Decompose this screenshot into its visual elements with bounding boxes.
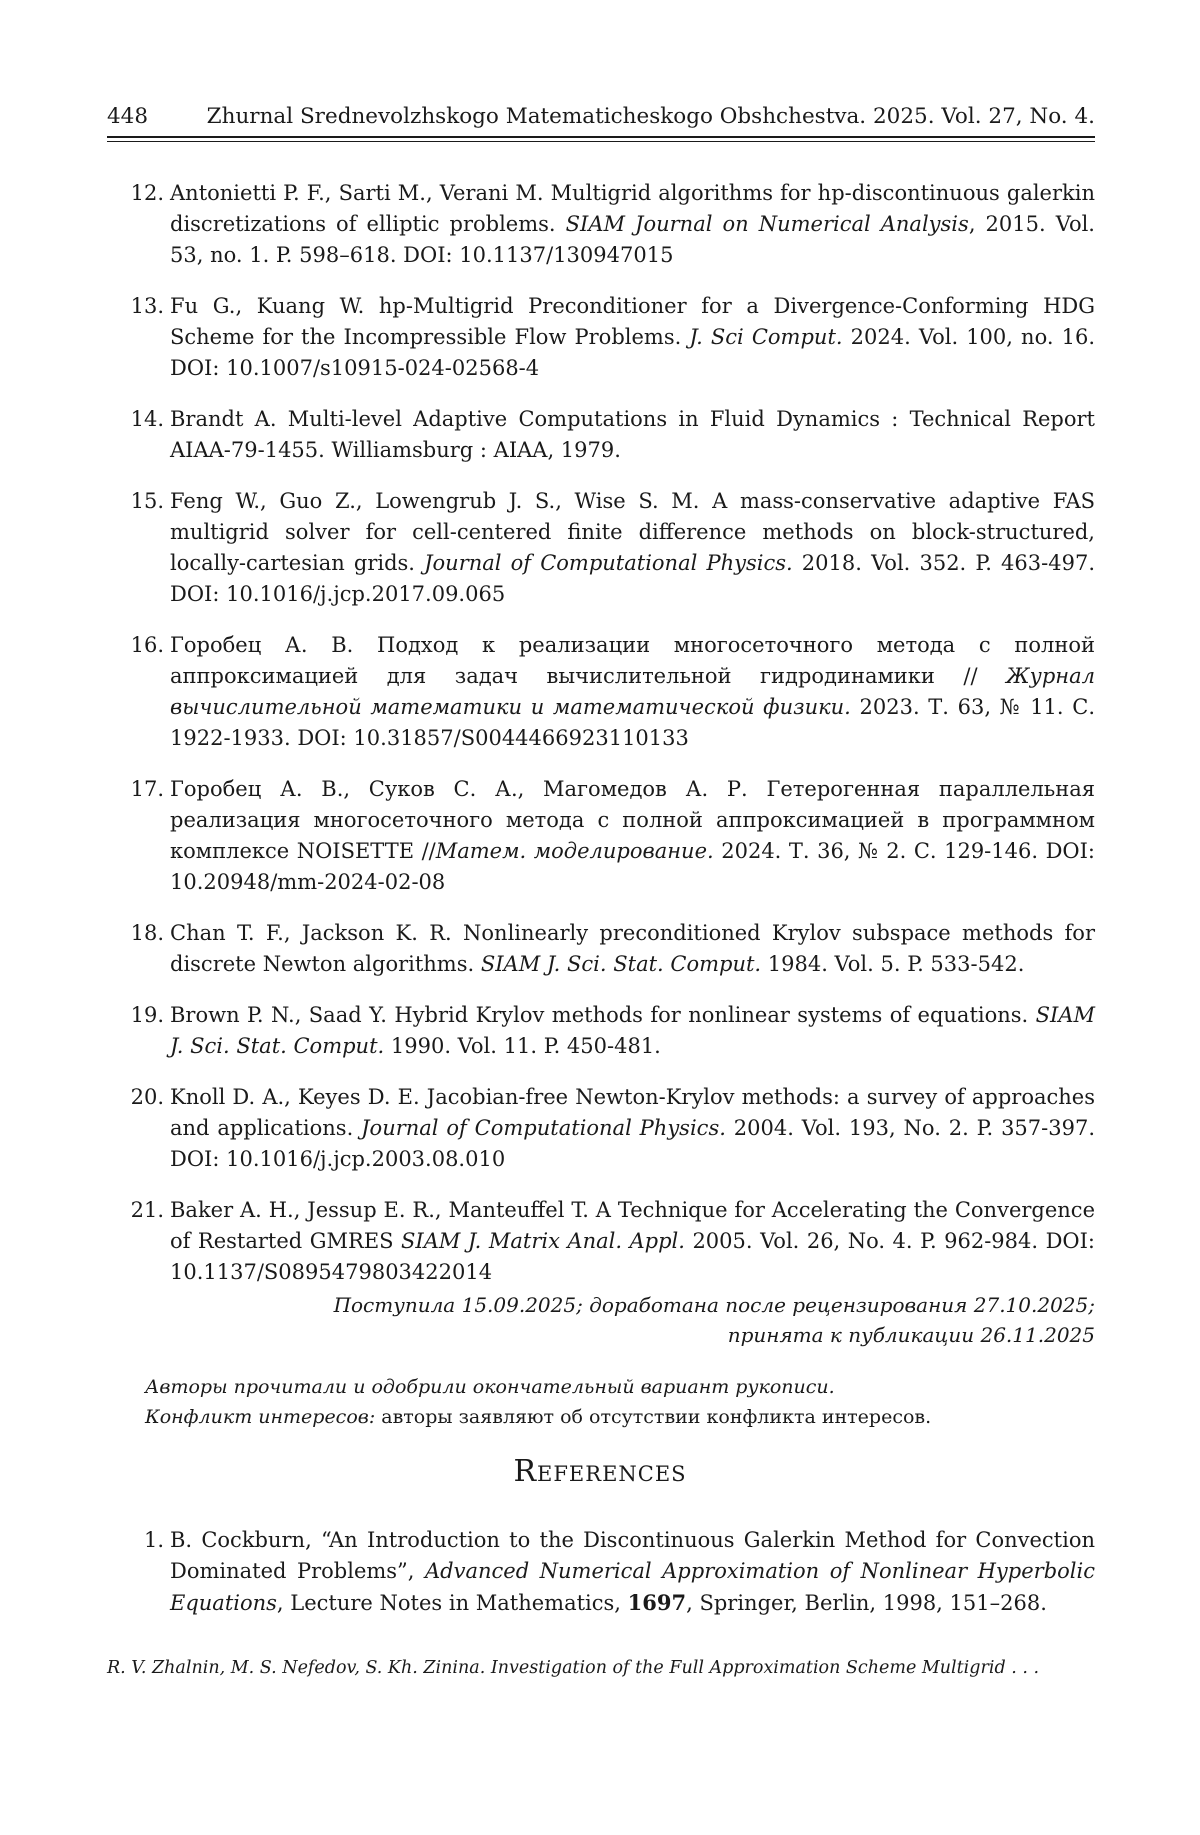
reference-text: 2005. Vol. 26, No. 4. P. 962-984. DOI: 10.1137/S0895479803422014 [170, 1229, 1095, 1284]
reference-item [110, 1000, 1095, 1062]
reference-text: , Springer, Berlin, 1998, 151–268. [686, 1591, 1047, 1615]
reference-text: Горобец А. В. Подход к реализации многосеточного метода с полной аппроксимацией для задач вычислительной гидродинамики // [170, 633, 1095, 688]
reference-item [110, 1082, 1095, 1175]
reference-text: 2024. Т. 36, № 2. С. 129-146. DOI: 10.20948/mm-2024-02-08 [170, 839, 1095, 894]
reference-text: Горобец А. В., Суков С. А., Магомедов А. Р. Гетерогенная параллельная реализация многосеточного метода с полной аппроксимацией в программном комплексе NOISETTE // [170, 777, 1095, 863]
reference-number: 1. [143, 1528, 164, 1552]
page-number: 448 [107, 104, 149, 129]
reference-item [110, 178, 1095, 271]
reference-text: Baker A. H., Jessup E. R., Manteuffel T. A Technique for Accelerating the Convergence of Restarted GMRES [170, 1198, 1095, 1253]
reference-source: SIAM Journal on Numerical Analysis [565, 212, 969, 236]
reference-text: Knoll D. A., Keyes D. E. Jacobian-free Newton-Krylov methods: a survey of approaches and applications. [170, 1085, 1095, 1140]
references-heading: References [513, 1454, 687, 1489]
header-rule-thin [107, 141, 1095, 142]
reference-number: 16. [130, 633, 164, 657]
reference-number: 21. [130, 1198, 164, 1222]
received-line-1: Поступила 15.09.2025; доработана после рецензирования 27.10.2025; [333, 1293, 1095, 1317]
reference-source: J. Sci Comput. [689, 325, 843, 349]
reference-item [110, 1195, 1095, 1288]
reference-text: Chan T. F., Jackson K. R. Nonlinearly preconditioned Krylov subspace methods for discrete Newton algorithms. [170, 921, 1095, 976]
reference-text: Fu G., Kuang W. hp-Multigrid Preconditioner for a Divergence-Conforming HDG Scheme for the Incompressible Flow Problems. [170, 294, 1095, 349]
reference-text: Feng W., Guo Z., Lowengrub J. S., Wise S. M. A mass-conservative adaptive FAS multigrid solver for cell-centered finite difference methods on block-structured, locally-cartesian grids. [170, 489, 1095, 575]
reference-text: 2023. Т. 63, № 11. С. 1922-1933. DOI: 10.31857/S0044466923110133 [170, 695, 1095, 750]
reference-number: 17. [130, 777, 164, 801]
reference-source: Journal of Computational Physics. [424, 551, 793, 575]
reference-text: 2018. Vol. 352. P. 463-497. DOI: 10.1016/j.jcp.2017.09.065 [170, 551, 1095, 606]
author-statements [145, 1372, 1095, 1432]
reference-source: Матем. моделирование. [435, 839, 714, 863]
running-footer: R. V. Zhalnin, M. S. Nefedov, S. Kh. Zinina. Investigation of the Full Approximation Scheme Multigrid . . . [107, 1658, 1040, 1678]
reference-item [110, 404, 1095, 466]
reference-text: Antonietti P. F., Sarti M., Verani M. Multigrid algorithms for hp-discontinuous galerkin discretizations of elliptic problems. [170, 181, 1095, 236]
reference-text: 1990. Vol. 11. P. 450-481. [384, 1034, 661, 1058]
reference-source: Journal of Computational Physics. [361, 1116, 726, 1140]
approval-statement: Авторы прочитали и одобрили окончательный вариант рукописи. [145, 1376, 835, 1398]
received-dates [150, 1290, 1095, 1350]
reference-text: , 2015. Vol. 53, no. 1. P. 598–618. DOI: 10.1137/130947015 [170, 212, 1095, 267]
reference-item [110, 1525, 1095, 1619]
reference-text: 2004. Vol. 193, No. 2. P. 357-397. DOI: 10.1016/j.jcp.2003.08.010 [170, 1116, 1096, 1171]
reference-number: 12. [130, 181, 164, 205]
reference-number: 20. [130, 1085, 164, 1109]
reference-text: Brandt A. Multi-level Adaptive Computations in Fluid Dynamics : Technical Report AIAA-79-1455. Williamsburg : AIAA, 1979. [170, 407, 1095, 462]
reference-number: 15. [130, 489, 164, 513]
reference-source: Advanced Numerical Approximation of Nonlinear Hyperbolic Equations [170, 1559, 1095, 1615]
reference-item [110, 486, 1095, 610]
reference-text: 1984. Vol. 5. P. 533-542. [761, 952, 1025, 976]
reference-number: 18. [130, 921, 164, 945]
conflict-text: авторы заявляют об отсутствии конфликта интересов. [375, 1406, 932, 1428]
reference-text: B. Cockburn, “An Introduction to the Discontinuous Galerkin Method for Convection Dominated Problems”, [170, 1528, 1095, 1583]
reference-number: 14. [130, 407, 164, 431]
reference-text: 2024. Vol. 100, no. 16. DOI: 10.1007/s10915-024-02568-4 [170, 325, 1095, 380]
reference-number: 19. [130, 1003, 164, 1027]
reference-source: Журнал вычислительной математики и математической физики. [170, 664, 1095, 719]
conflict-label: Конфликт интересов: [145, 1406, 376, 1428]
header-rule-thick [107, 136, 1095, 138]
reference-source: SIAM J. Matrix Anal. Appl. [401, 1229, 685, 1253]
reference-item [110, 291, 1095, 384]
reference-source: SIAM J. Sci. Stat. Comput. [480, 952, 762, 976]
reference-item [110, 630, 1095, 754]
reference-volume: 1697 [627, 1590, 687, 1615]
reference-source: SIAM J. Sci. Stat. Comput. [170, 1003, 1095, 1058]
conflict-statement [145, 1402, 1095, 1432]
reference-number: 13. [130, 294, 164, 318]
reference-item [110, 774, 1095, 898]
reference-list-en [110, 1525, 1095, 1639]
running-header [107, 104, 1095, 130]
reference-item [110, 918, 1095, 980]
reference-text: Brown P. N., Saad Y. Hybrid Krylov methods for nonlinear systems of equations. [170, 1003, 1036, 1027]
reference-list [110, 178, 1095, 1308]
received-line-2: принята к публикации 26.11.2025 [727, 1323, 1095, 1347]
reference-text: , Lecture Notes in Mathematics, [276, 1591, 628, 1615]
journal-title: Zhurnal Srednevolzhskogo Matematicheskogo Obshchestva. 2025. Vol. 27, No. 4. [206, 104, 1095, 129]
